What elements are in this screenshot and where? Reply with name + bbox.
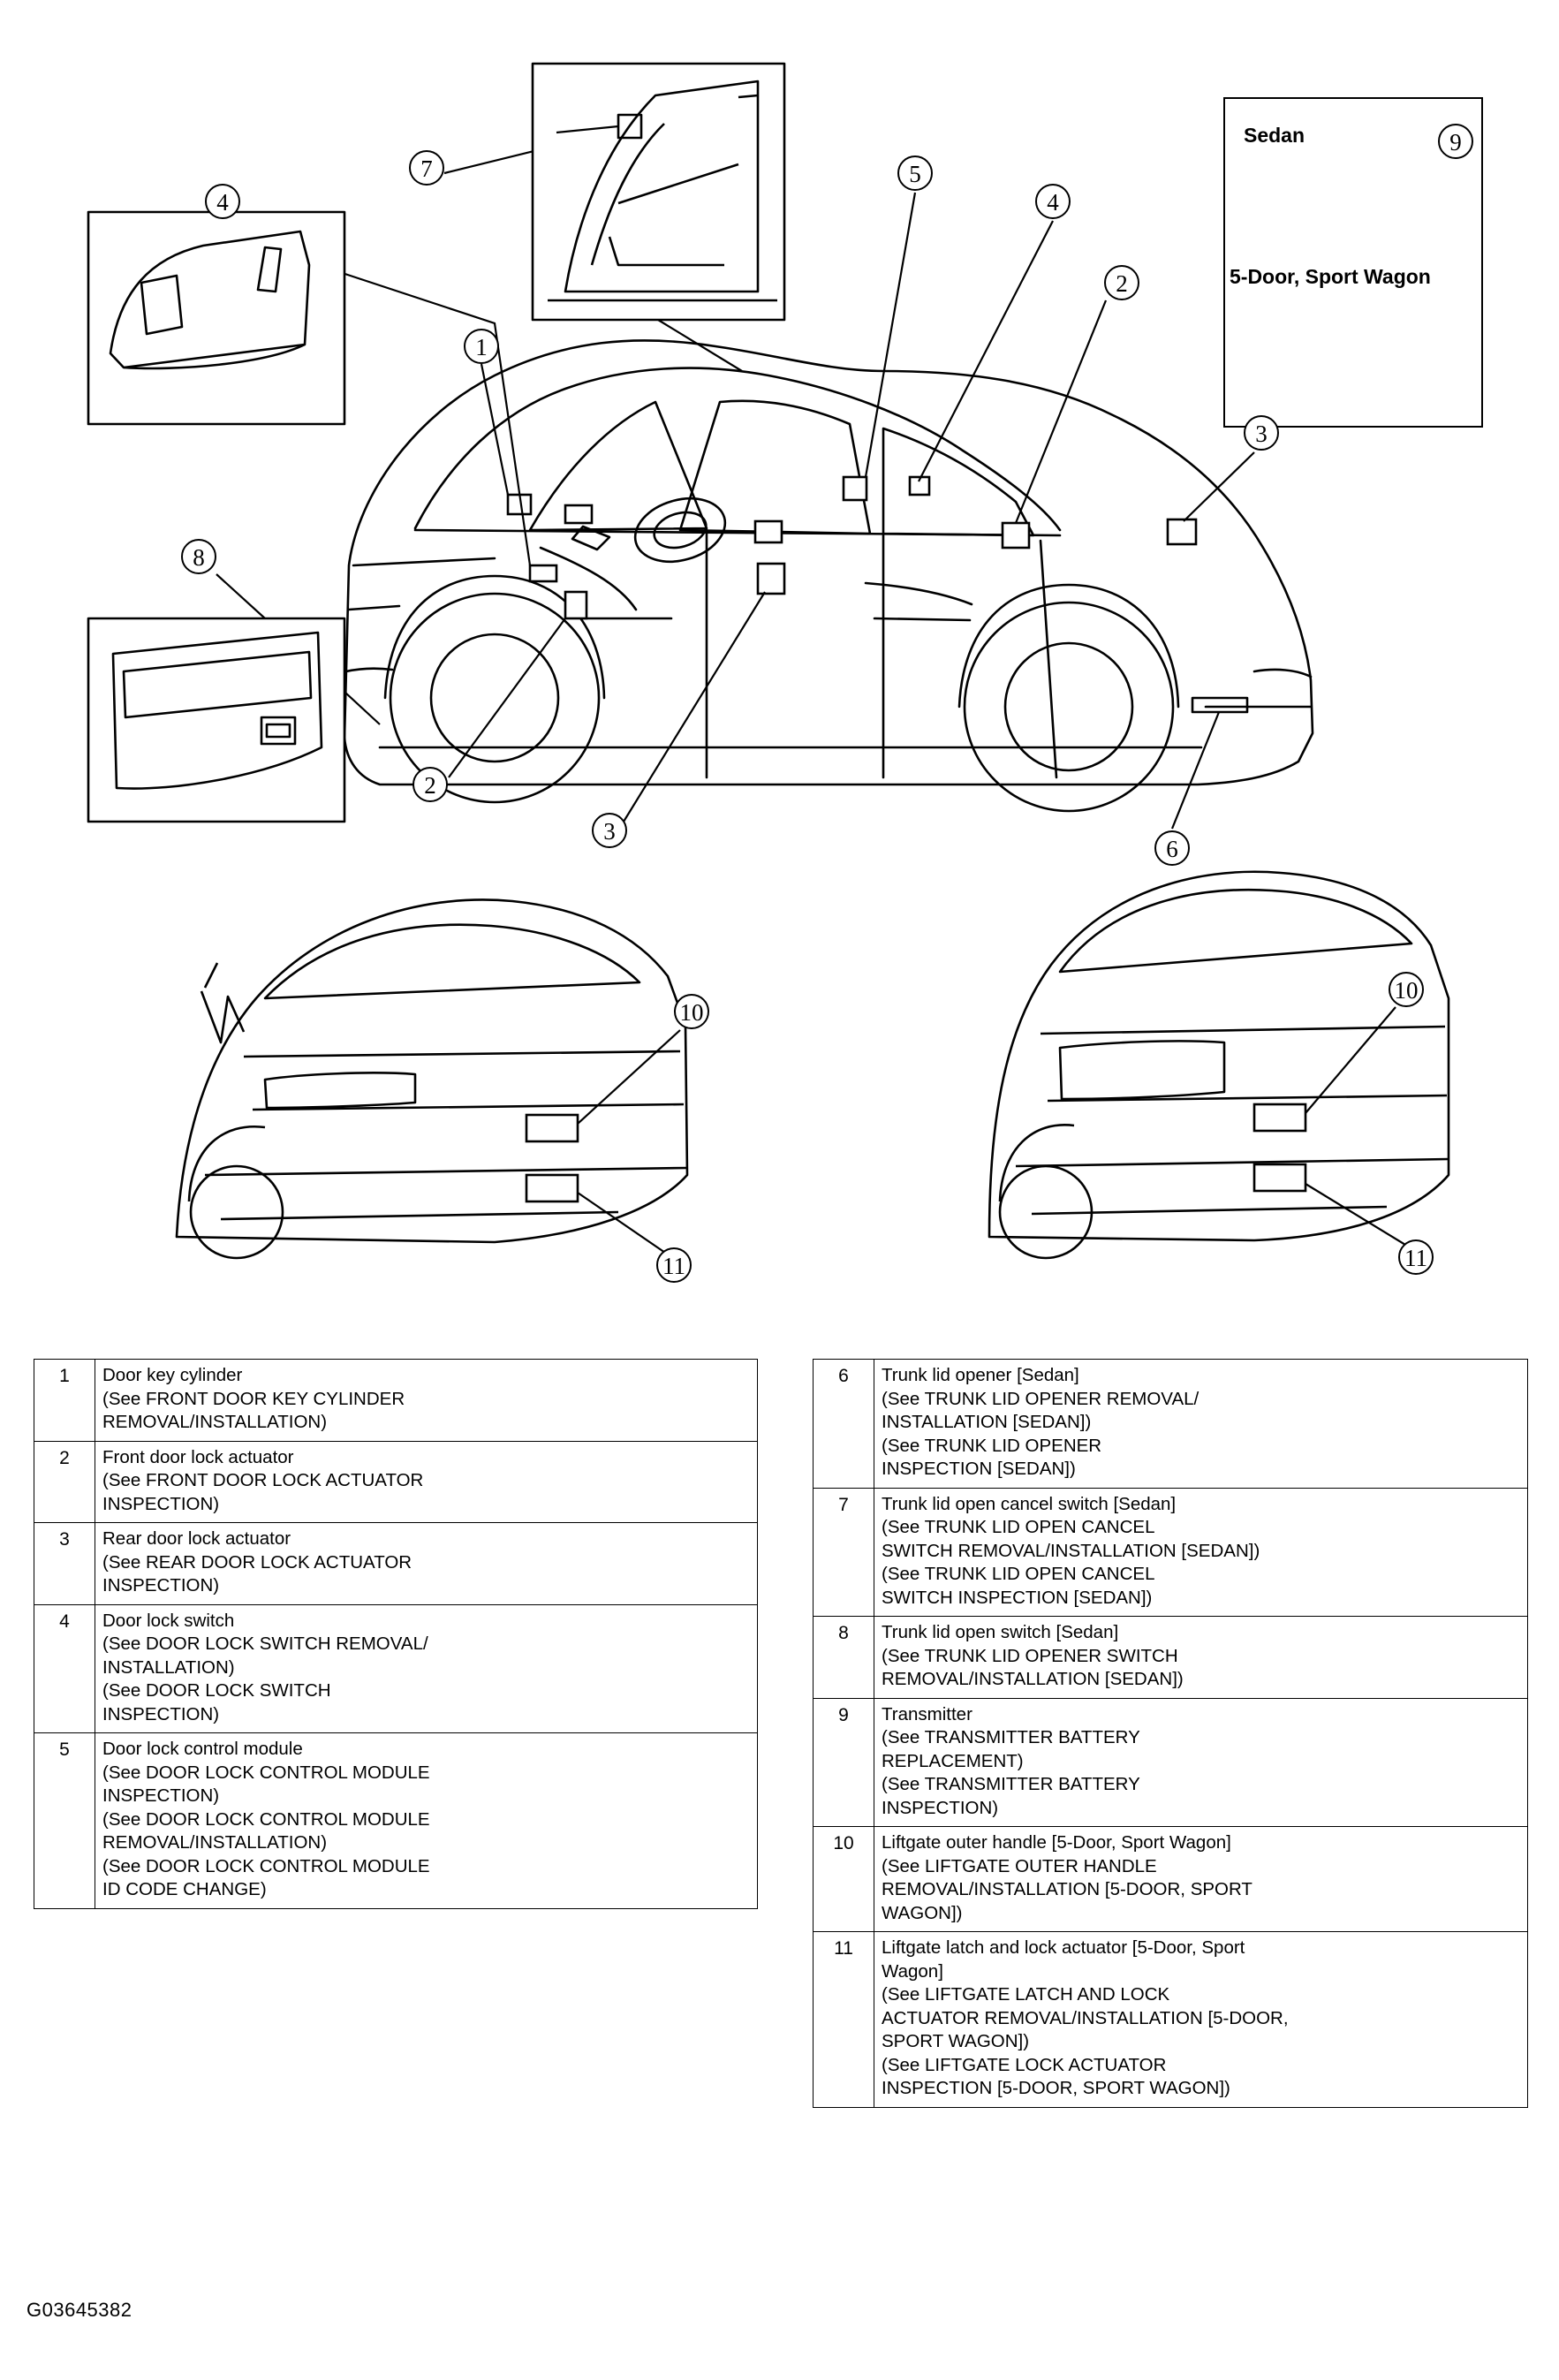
legend-row-number: 8 [814,1617,874,1699]
callout-10b: 10 [1389,972,1424,1007]
legend-row-text [95,1523,758,1605]
legend-line: (See TRUNK LID OPENER REMOVAL/ [882,1388,1200,1409]
legend-row-number: 3 [34,1523,95,1605]
legend-line: SWITCH REMOVAL/INSTALLATION [SEDAN]) [882,1540,1260,1561]
legend-line: REMOVAL/INSTALLATION [5-DOOR, SPORT [882,1879,1252,1899]
legend-line: ACTUATOR REMOVAL/INSTALLATION [5-DOOR, [882,2007,1289,2028]
legend-line: (See TRUNK LID OPEN CANCEL [882,1564,1155,1584]
legend-row-text [874,1698,1528,1827]
callout-11: 11 [656,1247,692,1283]
legend-line: WAGON]) [882,1902,963,1923]
legend-line: INSTALLATION [SEDAN]) [882,1412,1092,1432]
legend-table-left [34,1359,758,1909]
legend-line: INSTALLATION) [102,1656,235,1678]
legend-row [814,1932,1528,2108]
legend-row-text [874,1360,1528,1489]
callout-7: 7 [409,150,444,186]
legend-line: (See TRUNK LID OPENER SWITCH [882,1645,1178,1666]
legend-line: Trunk lid open switch [Sedan] [882,1622,1119,1642]
legend-row-text [95,1733,758,1909]
legend-row-number: 5 [34,1733,95,1909]
callout-8: 8 [181,539,216,574]
callout-4b: 4 [1035,184,1071,219]
legend-line: (See LIFTGATE LATCH AND LOCK [882,1984,1170,2005]
legend-line: INSPECTION) [102,1785,220,1806]
legend-row [814,1698,1528,1827]
legend-line: Transmitter [882,1703,972,1724]
legend-line: REMOVAL/INSTALLATION) [102,1832,328,1853]
legend-row [34,1733,758,1909]
legend-row [814,1360,1528,1489]
legend-line: (See LIFTGATE OUTER HANDLE [882,1855,1157,1876]
legend-row-text [874,1488,1528,1617]
legend-row [34,1604,758,1733]
callout-6: 6 [1154,830,1190,866]
legend-row-text [874,1827,1528,1932]
legend-line: Door lock switch [102,1610,235,1631]
callout-4: 4 [205,184,240,219]
legend-line: (See TRUNK LID OPEN CANCEL [882,1517,1155,1537]
legend-line: INSPECTION) [102,1493,220,1514]
legend-line: Liftgate latch and lock actuator [5-Door, Sport [882,1937,1245,1958]
legend-line: (See TRANSMITTER BATTERY [882,1774,1140,1794]
legend-row-text [874,1617,1528,1699]
legend-row [34,1523,758,1605]
legend-line: REPLACEMENT) [882,1750,1024,1771]
legend-line: (See LIFTGATE LOCK ACTUATOR [882,2054,1167,2075]
legend-line: Rear door lock actuator [102,1528,291,1549]
legend-line: SWITCH INSPECTION [SEDAN]) [882,1587,1153,1608]
legend-row [34,1360,758,1442]
legend-line: ID CODE CHANGE) [102,1879,267,1899]
legend-line: SPORT WAGON]) [882,2031,1030,2051]
legend-line: (See REAR DOOR LOCK ACTUATOR [102,1551,412,1573]
legend-row-number: 4 [34,1604,95,1733]
legend-line: INSPECTION) [102,1575,220,1596]
legend-line: INSPECTION) [102,1703,220,1724]
fob-wagon-label: 5-Door, Sport Wagon [1230,265,1431,288]
legend-row-text [874,1932,1528,2108]
legend-row-number: 2 [34,1441,95,1523]
fob-sedan-label: Sedan [1244,124,1305,147]
legend-line: Trunk lid opener [Sedan] [882,1365,1079,1385]
legend-line: (See TRUNK LID OPENER [882,1435,1102,1456]
legend-line: REMOVAL/INSTALLATION) [102,1412,328,1432]
legend-line: (See DOOR LOCK SWITCH REMOVAL/ [102,1633,428,1654]
callout-3: 3 [1244,415,1279,451]
legend-line: (See FRONT DOOR KEY CYLINDER [102,1388,405,1409]
legend-line: (See FRONT DOOR LOCK ACTUATOR [102,1470,424,1490]
legend-line: (See TRANSMITTER BATTERY [882,1727,1140,1747]
callout-2b: 2 [412,767,448,802]
callout-5: 5 [897,155,933,191]
legend-line: Trunk lid open cancel switch [Sedan] [882,1493,1177,1514]
callout-3b: 3 [592,813,627,848]
callout-11b: 11 [1398,1239,1434,1275]
legend-row-text [95,1360,758,1442]
legend-row-number: 1 [34,1360,95,1442]
legend-line: Door key cylinder [102,1365,243,1385]
legend-row-number: 7 [814,1488,874,1617]
callout-10: 10 [674,994,709,1029]
legend-table-right [813,1359,1528,2108]
legend-line: Liftgate outer handle [5-Door, Sport Wagon] [882,1832,1231,1853]
legend-line: INSPECTION) [882,1797,999,1818]
legend-row [814,1827,1528,1932]
legend-line: (See DOOR LOCK CONTROL MODULE [102,1808,430,1830]
legend-row [814,1617,1528,1699]
legend-row-number: 10 [814,1827,874,1932]
legend-line: INSPECTION [5-DOOR, SPORT WAGON]) [882,2078,1230,2098]
legend-row-text [95,1441,758,1523]
legend-line: (See DOOR LOCK CONTROL MODULE [102,1855,430,1876]
legend-row-number: 9 [814,1698,874,1827]
legend-row-text [95,1604,758,1733]
callout-1: 1 [464,329,499,364]
legend-row [34,1441,758,1523]
callout-9: 9 [1438,124,1473,159]
legend-row-number: 11 [814,1932,874,2108]
legend-line: INSPECTION [SEDAN]) [882,1459,1076,1479]
figure-id: G03645382 [26,2299,132,2321]
legend-line: REMOVAL/INSTALLATION [SEDAN]) [882,1669,1184,1689]
legend-row [814,1488,1528,1617]
legend-line: (See DOOR LOCK SWITCH [102,1680,331,1701]
legend-row-number: 6 [814,1360,874,1489]
legend-line: Front door lock actuator [102,1446,294,1467]
legend-line: (See DOOR LOCK CONTROL MODULE [102,1762,430,1783]
legend-line: Wagon] [882,1960,943,1982]
callout-2: 2 [1104,265,1139,300]
legend-line: Door lock control module [102,1739,303,1759]
